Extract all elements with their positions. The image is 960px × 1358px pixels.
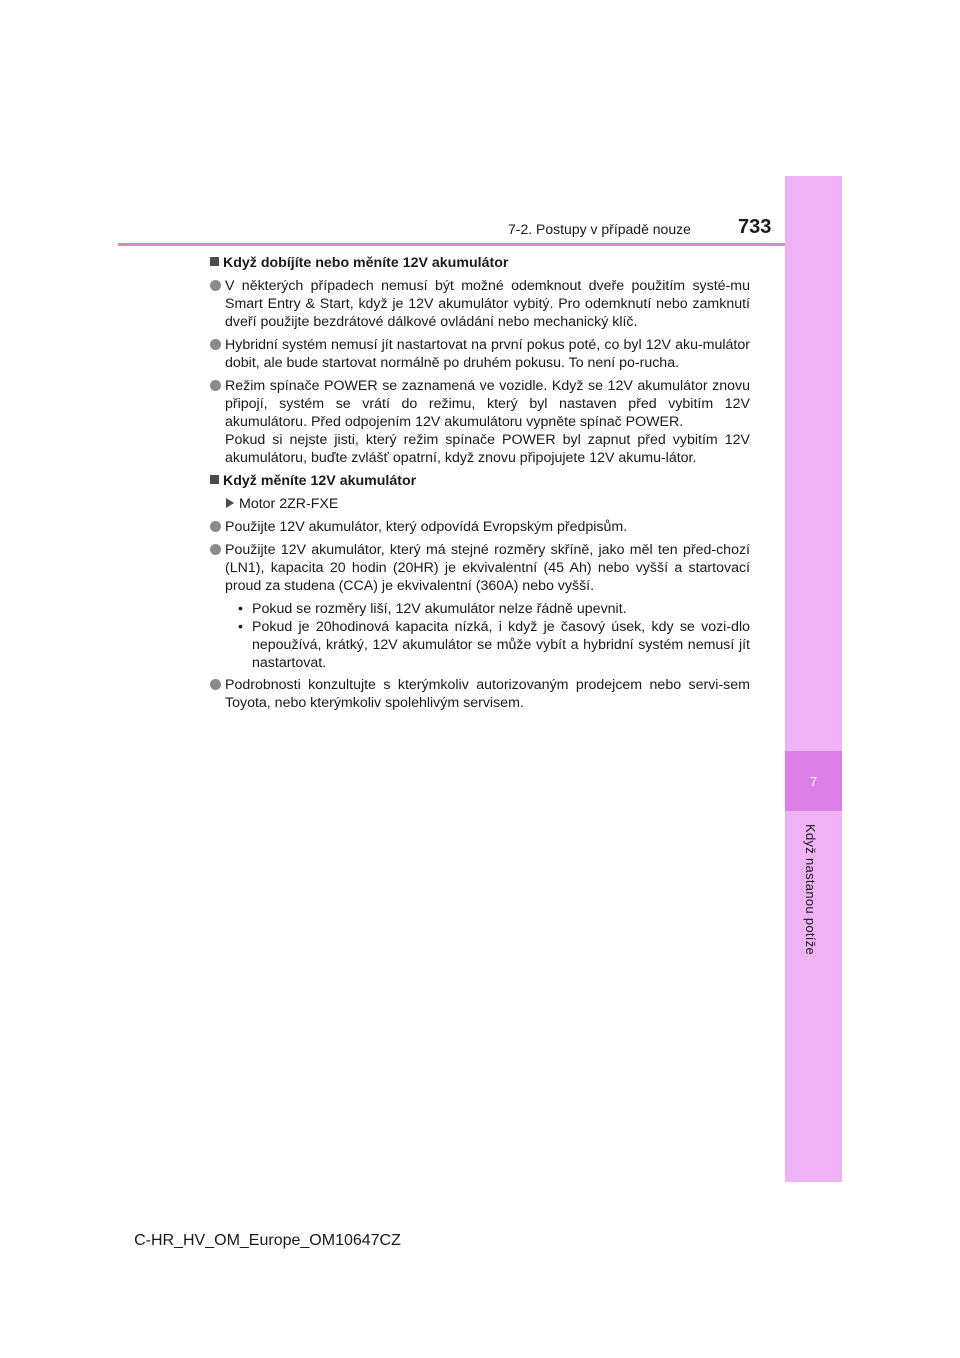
dot-marker-icon: • (238, 619, 243, 635)
chapter-number: 7 (785, 751, 842, 811)
triangle-right-icon (226, 498, 234, 508)
header-rule (118, 243, 785, 246)
circle-bullet-icon (210, 679, 221, 690)
engine-subsection: Motor 2ZR-FXE (226, 495, 750, 513)
list-item: Podrobnosti konzultujte s kterýmkoliv autorizovaným prodejcem nebo servi-sem Toyota, nebo kterýmkoliv spolehlivým servisem. (210, 676, 750, 712)
section-title: 7-2. Postupy v případě nouze (508, 221, 691, 237)
list-item: Hybridní systém nemusí jít nastartovat na první pokus poté, co byl 12V aku-mulátor dobit, ale bude startovat normálně po druhém pokusu. To není po-rucha. (210, 336, 750, 372)
heading-charging: Když dobíjíte nebo měníte 12V akumulátor (210, 254, 750, 272)
sub-list (238, 600, 750, 672)
square-bullet-icon (210, 257, 219, 266)
circle-bullet-icon (210, 544, 221, 555)
list-item (210, 377, 750, 467)
circle-bullet-icon (210, 280, 221, 291)
power-mode-note: Režim spínače POWER se zaznamená ve vozidle. Když se 12V akumulátor znovu připojí, systém se vrátí do režimu, který byl nastaven před vybitím 12V akumulátoru. Před odpojením 12V akumulátoru vypněte spínač POWER. (225, 378, 750, 430)
square-bullet-icon (210, 475, 219, 484)
list-item: Použijte 12V akumulátor, který má stejné rozměry skříně, jako měl ten před-chozí (LN1), kapacita 20 hodin (20HR) je ekvivalentní (45 Ah) nebo vyšší a startovací proud za studena (CCA) je ekvivalentní (360A) nebo vyšší. (210, 541, 750, 595)
chapter-title: Když nastanou potíže (803, 824, 818, 956)
circle-bullet-icon (210, 521, 221, 532)
sub-list-item: • Pokud se rozměry liší, 12V akumulátor nelze řádně upevnit. (238, 601, 627, 617)
heading-replacing: Když měníte 12V akumulátor (210, 472, 750, 490)
page-number: 733 (738, 216, 772, 238)
list-item: V některých případech nemusí být možné odemknout dveře použitím systé-mu Smart Entry & Start, když je 12V akumulátor vybitý. Pro odemknutí nebo zamknutí dveří použijte bezdrátové dálkové ovládání nebo mechanický klíč. (210, 277, 750, 331)
power-mode-caution: Pokud si nejste jisti, který režim spínače POWER byl zapnut před vybitím 12V akumulátoru, buďte zvlášť opatrní, když znovu připojujete 12V akumu-látor. (225, 432, 750, 466)
page-content (210, 254, 750, 717)
circle-bullet-icon (210, 380, 221, 391)
document-id: C-HR_HV_OM_Europe_OM10647CZ (134, 1232, 401, 1249)
chapter-side-tab (785, 176, 842, 1182)
list-item: Použijte 12V akumulátor, který odpovídá Evropským předpisům. (210, 518, 750, 536)
sub-list-item: • Pokud je 20hodinová kapacita nízká, i když je časový úsek, kdy se vozi-dlo nepoužívá, krátký, 12V akumulátor se může vybít a hybridní systém nemusí jít nastartovat. (238, 619, 750, 671)
dot-marker-icon: • (238, 601, 243, 617)
circle-bullet-icon (210, 339, 221, 350)
